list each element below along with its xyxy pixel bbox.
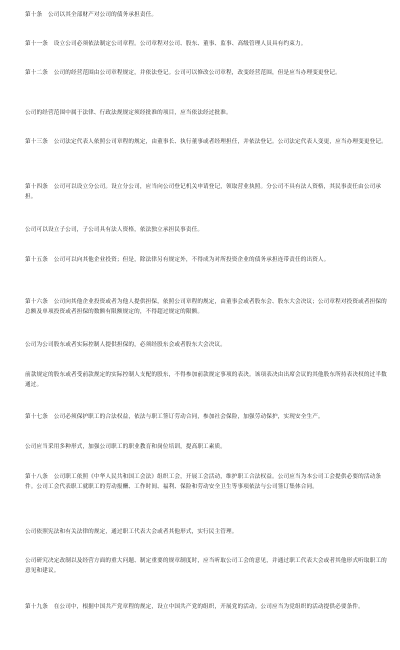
paragraph-article-14: 第十四条 公司可以设立分公司。设立分公司，应当向公司登记机关申请登记，领取营业执照。分公司不具有法人资格，其民事责任由公司承担。	[25, 184, 382, 200]
paragraph-article-18-union-opinion: 公司研究决定改制以及经营方面的重大问题、制定重要的规章制度时，应当听取公司工会的意见，并通过职工代表大会或者其他形式听取职工的意见和建议。	[25, 558, 387, 574]
paragraph-article-18: 第十八条 公司职工依照《中华人民共和国工会法》组织工会，开展工会活动，维护职工合法权益。公司应当为本公司工会提供必要的活动条件。公司工会代表职工就职工的劳动报酬、工作时间、福利、保险和劳动安全卫生等事项依法与公司签订集体合同。	[25, 474, 382, 490]
paragraph-article-15: 第十五条 公司可以向其他企业投资；但是，除法律另有规定外，不得成为对所投资企业的债务承担连带责任的出资人。	[25, 257, 330, 263]
paragraph-article-16: 第十六条 公司向其他企业投资或者为他人提供担保，依照公司章程的规定，由董事会或者股东会、股东大会决议；公司章程对投资或者担保的总额及单项投资或者担保的数额有限额规定的，不得超过规定的限额。	[25, 299, 387, 315]
paragraph-article-19: 第十九条 在公司中，根据中国共产党章程的规定，设立中国共产党的组织，开展党的活动。公司应当为党组织的活动提供必要条件。	[25, 604, 364, 610]
paragraph-article-16-voting: 前款规定的股东或者受前款规定的实际控制人支配的股东，不得参加前款规定事项的表决。该项表决由出席会议的其他股东所持表决权的过半数通过。	[25, 372, 387, 388]
paragraph-article-12-scope: 公司的经营范围中属于法律、行政法规规定须经批准的项目，应当依法经过批准。	[25, 110, 232, 116]
paragraph-article-10: 第十条 公司以其全部财产对公司的债务承担责任。	[25, 12, 158, 18]
paragraph-article-12: 第十二条 公司的经营范围由公司章程规定，并依法登记。公司可以修改公司章程，改变经营范围，但是应当办理变更登记。	[25, 70, 341, 76]
paragraph-article-18-democracy: 公司依照宪法和有关法律的规定，通过职工代表大会或者其他形式，实行民主管理。	[25, 529, 238, 535]
paragraph-article-14-subsidiary: 公司可以设立子公司，子公司具有法人资格，依法独立承担民事责任。	[25, 227, 204, 233]
paragraph-article-17-training: 公司应当采用多种形式，加强公司职工的职业教育和岗位培训，提高职工素质。	[25, 444, 227, 450]
paragraph-article-11: 第十一条 设立公司必须依法制定公司章程。公司章程对公司、股东、董事、监事、高级管理人员具有约束力。	[25, 41, 307, 47]
paragraph-article-17: 第十七条 公司必须保护职工的合法权益，依法与职工签订劳动合同，参加社会保险，加强劳动保护，实现安全生产。	[25, 414, 324, 420]
paragraph-article-16-guarantee: 公司为公司股东或者实际控制人提供担保的，必须经股东会或者股东大会决议。	[25, 342, 227, 348]
paragraph-article-13: 第十三条 公司法定代表人依照公司章程的规定，由董事长、执行董事或者经理担任，并依法登记。公司法定代表人变更，应当办理变更登记。	[25, 139, 387, 145]
